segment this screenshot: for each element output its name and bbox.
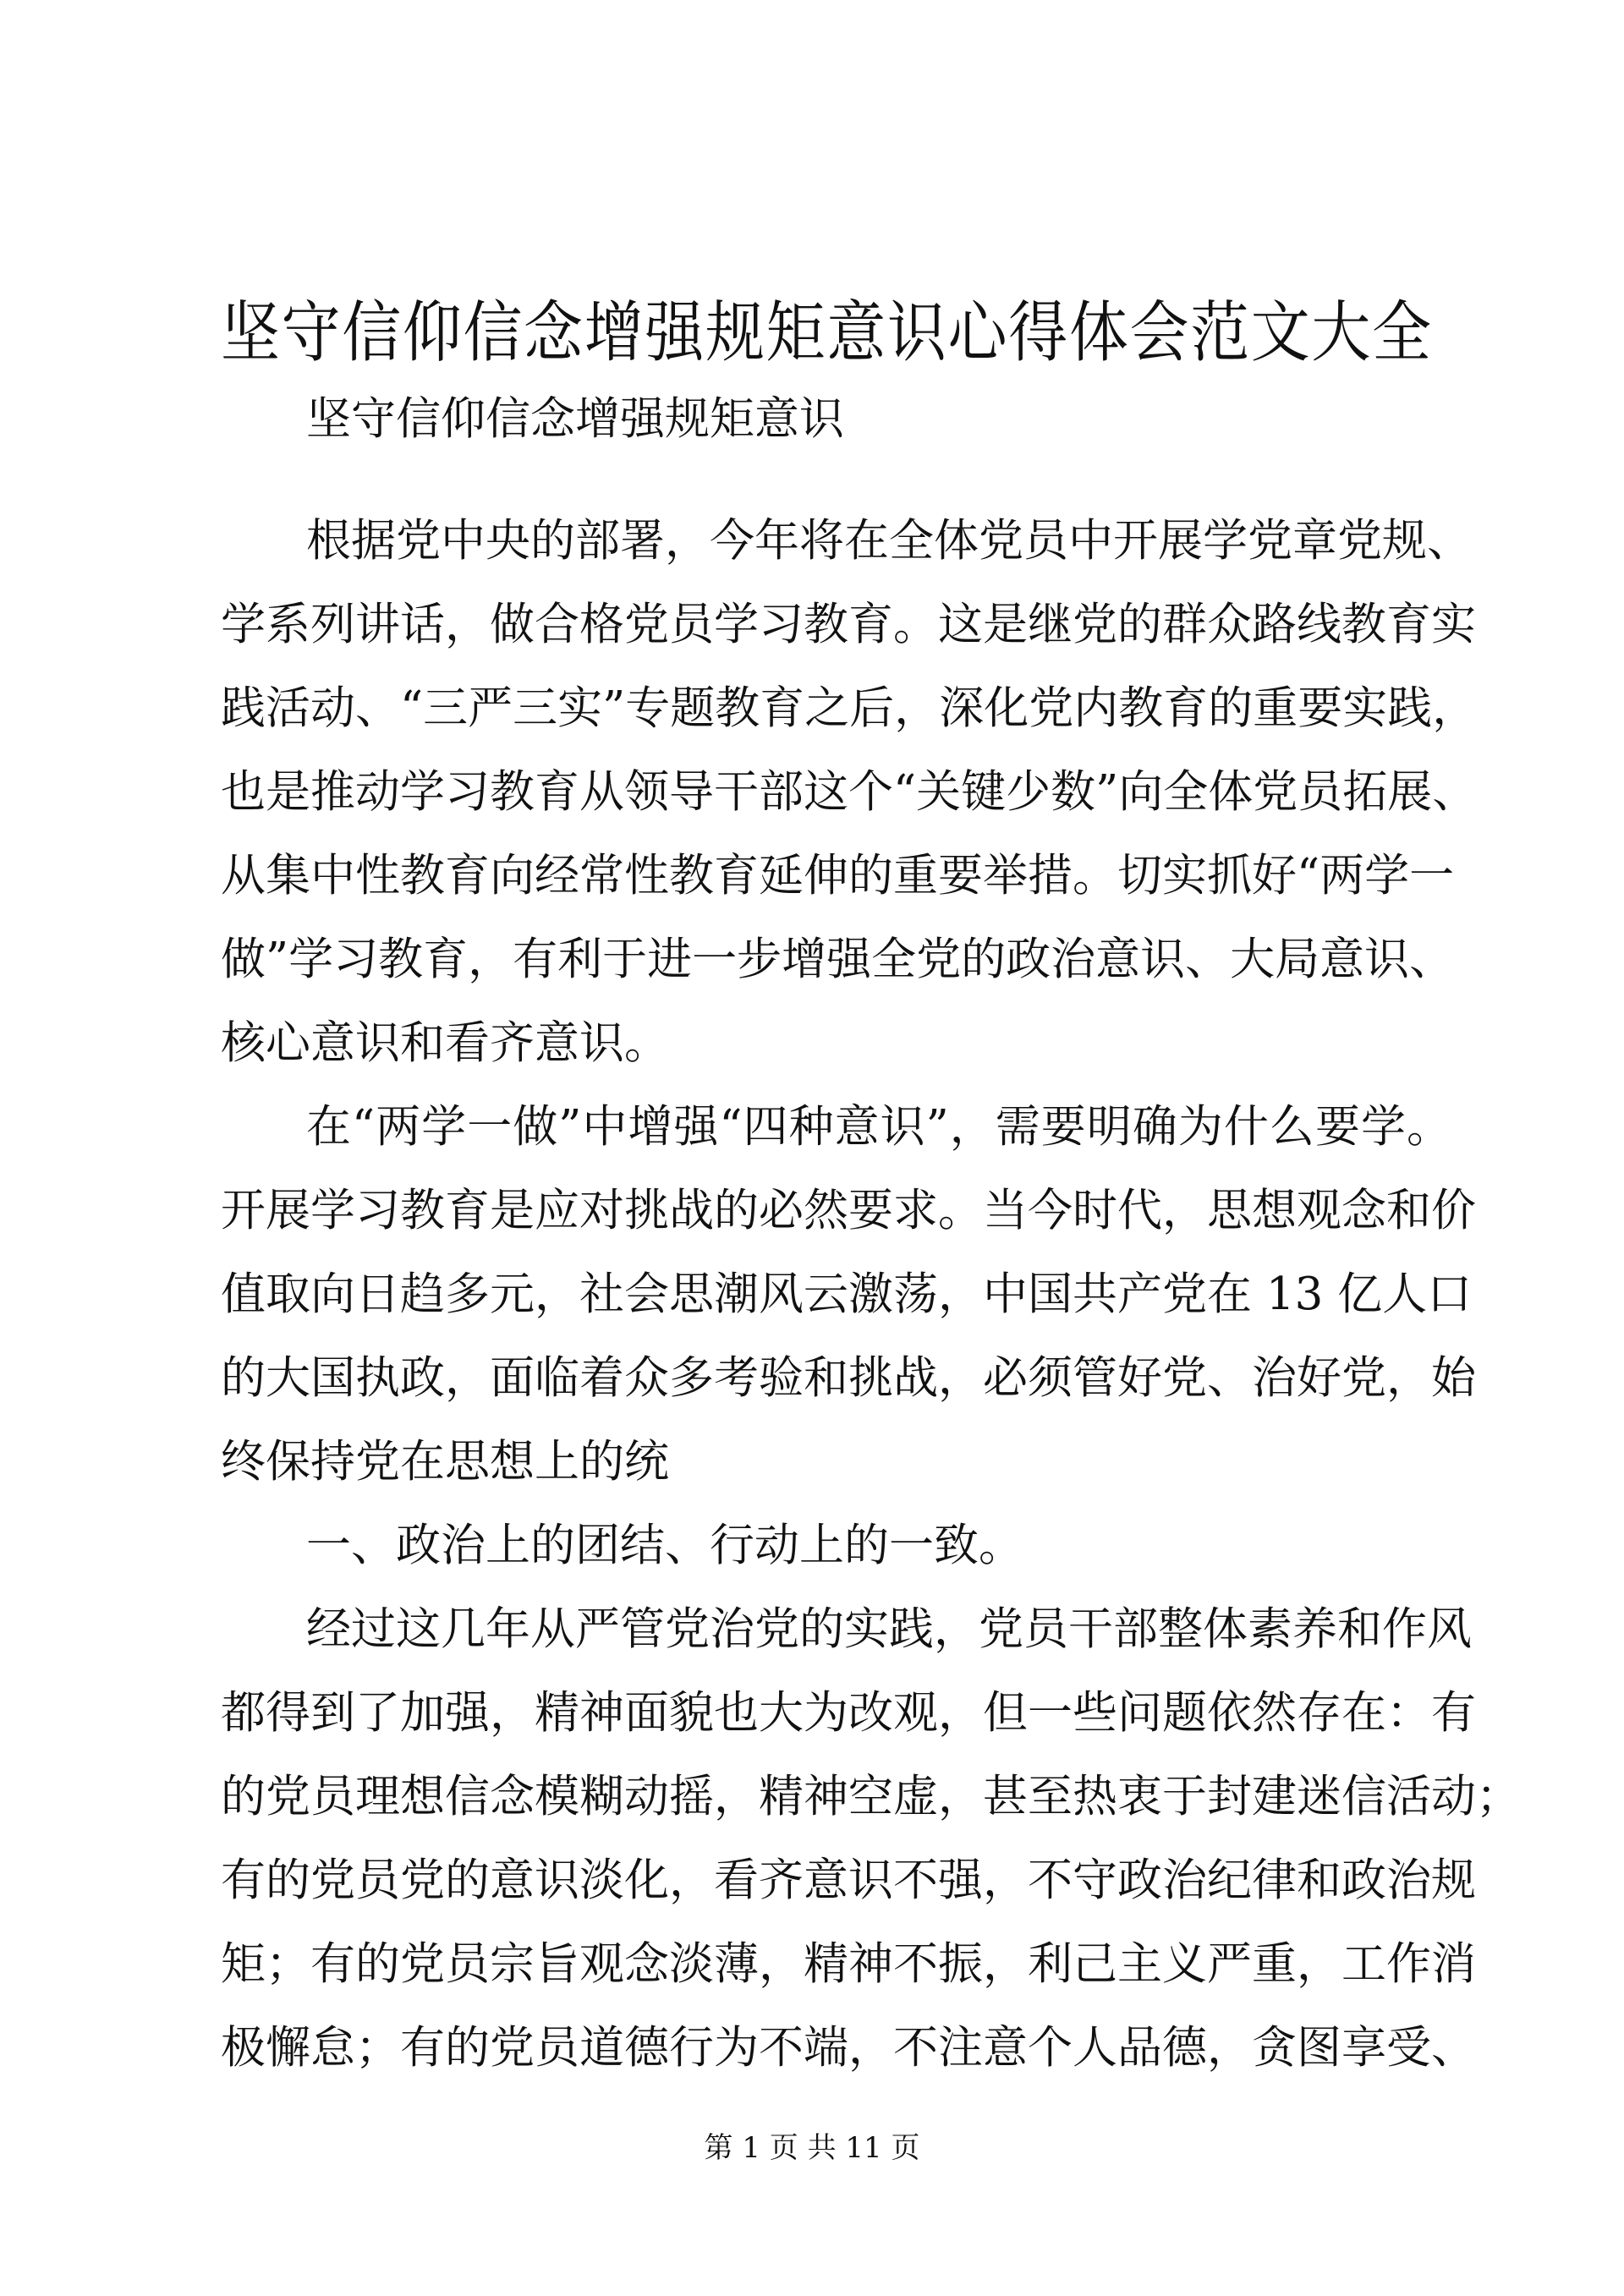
text-line: 也是推动学习教育从领导干部这个“关键少数”向全体党员拓展、 [221, 766, 1478, 818]
page-number-footer: 第 1 页 共 11 页 [704, 2131, 920, 2165]
document-body [221, 499, 1521, 2090]
document-subtitle: 坚守信仰信念增强规矩意识 [306, 393, 844, 445]
text-line: 值取向日趋多元，社会思潮风云激荡，中国共产党在 13 亿人口 [221, 1269, 1473, 1320]
text-line: 有的党员党的意识淡化，看齐意识不强，不守政治纪律和政治规 [221, 1855, 1476, 1906]
text-line: 一、政治上的团结、行动上的一致。 [306, 1520, 1023, 1571]
text-line: 矩；有的党员宗旨观念淡薄，精神不振，利己主义严重，工作消 [221, 1938, 1476, 1990]
text-line: 都得到了加强，精神面貌也大为改观，但一些问题依然存在：有 [221, 1687, 1476, 1739]
text-line: 的党员理想信念模糊动摇，精神空虚，甚至热衷于封建迷信活动； [221, 1771, 1521, 1822]
text-line: 践活动、“三严三实”专题教育之后，深化党内教育的重要实践， [221, 682, 1478, 734]
paragraph [221, 1504, 1451, 1587]
document-title: 坚守信仰信念增强规矩意识心得体会范文大全 [221, 293, 1430, 371]
paragraph [221, 499, 1478, 1085]
text-line: 学系列讲话，做合格党员学习教育。这是继党的群众路线教育实 [221, 599, 1476, 650]
text-line: 经过这几年从严管党治党的实践，党员干部整体素养和作风 [306, 1603, 1472, 1655]
paragraph [221, 1587, 1521, 2090]
paragraph [221, 1085, 1476, 1504]
text-line: 在“两学一做”中增强“四种意识”，需要明确为什么要学。 [306, 1101, 1451, 1153]
text-line: 开展学习教育是应对挑战的必然要求。当今时代，思想观念和价 [221, 1185, 1476, 1236]
text-line: 的大国执政，面临着众多考验和挑战，必须管好党、治好党，始 [221, 1352, 1476, 1404]
text-line: 终保持党在思想上的统 [221, 1436, 669, 1488]
text-line: 根据党中央的部署，今年将在全体党员中开展学党章党规、 [306, 515, 1472, 567]
text-line: 核心意识和看齐意识。 [221, 1017, 669, 1069]
text-line: 做”学习教育，有利于进一步增强全党的政治意识、大局意识、 [221, 934, 1455, 985]
text-line: 从集中性教育向经常性教育延伸的重要举措。切实抓好“两学一 [221, 850, 1455, 901]
text-line: 极懈怠；有的党员道德行为不端，不注意个人品德，贪图享受、 [221, 2022, 1476, 2074]
